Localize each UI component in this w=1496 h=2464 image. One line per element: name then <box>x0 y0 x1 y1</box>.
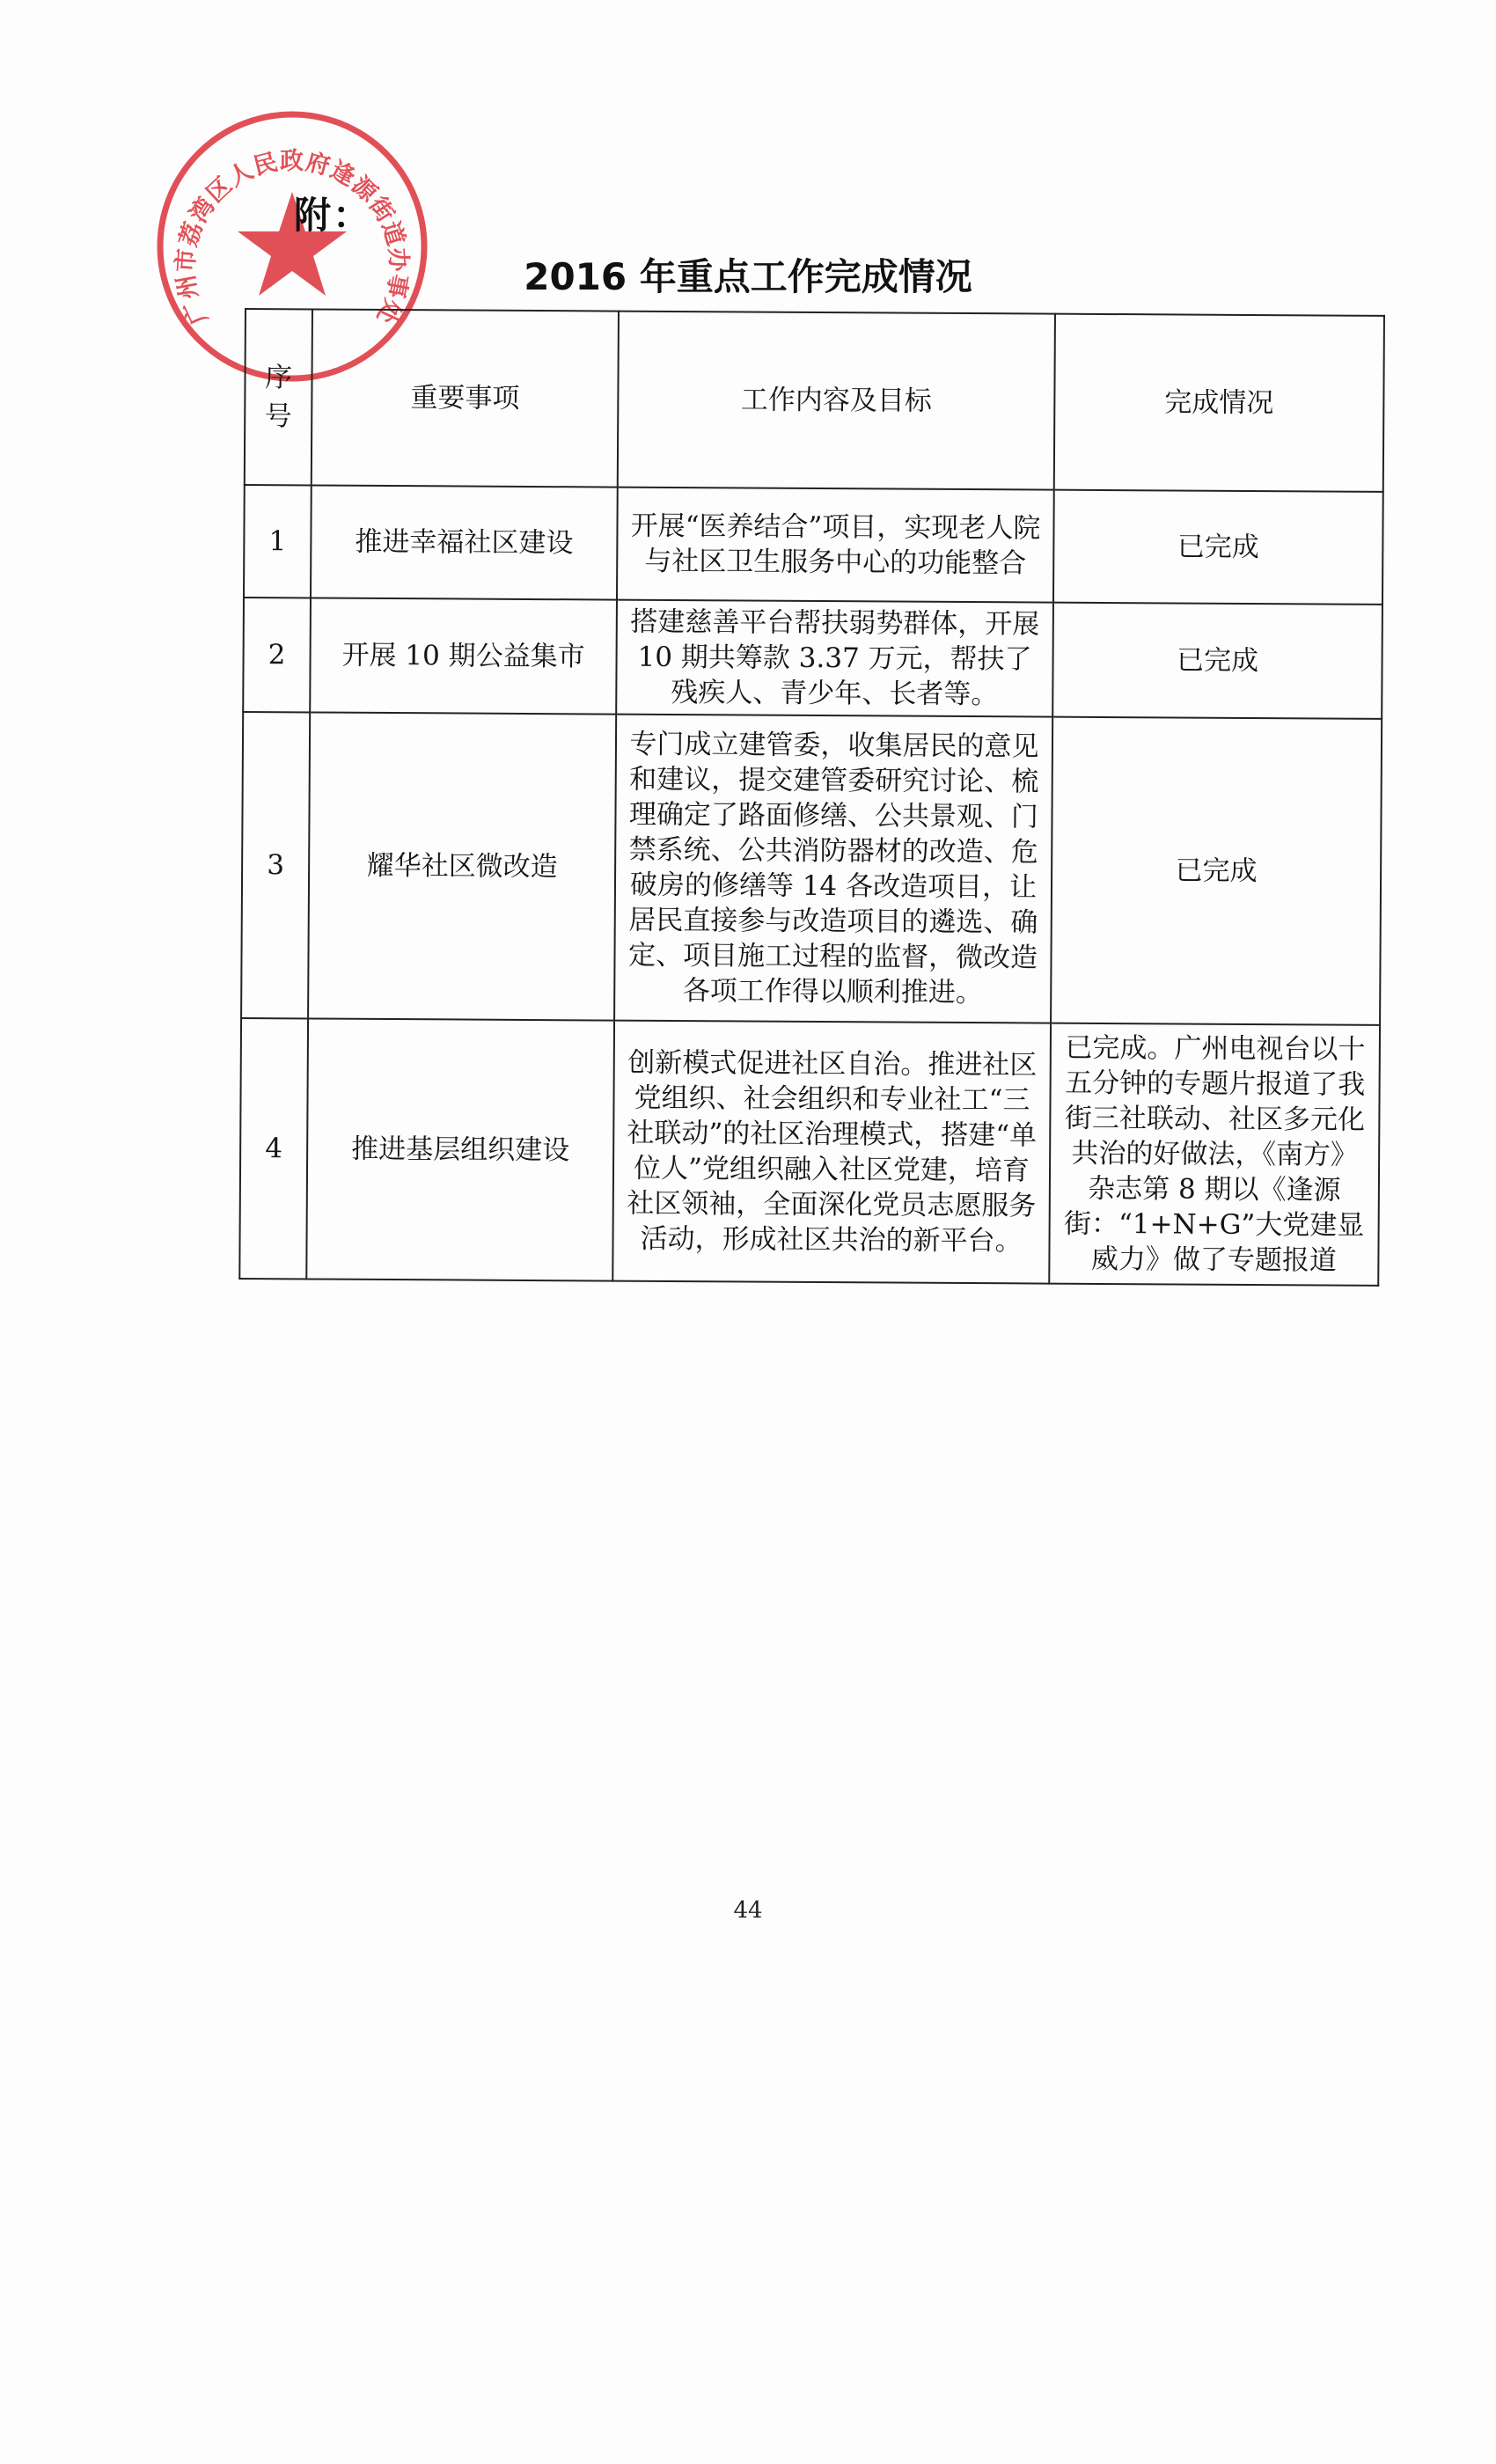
row-content: 创新模式促进社区自治。推进社区党组织、社会组织和专业社工“三社联动”的社区治理模式，搭建“单位人”党组织融入社区党建，培育社区领袖，全面深化党员志愿服务活动，形成社区共治的新平台。 <box>612 1021 1051 1284</box>
row-item: 推进幸福社区建设 <box>311 485 618 599</box>
work-table <box>238 308 1385 1287</box>
seal-text: 广州市荔湾区人民政府逢源街道办事处 <box>172 147 413 329</box>
row-seq: 2 <box>243 598 311 712</box>
attachment-label: 附： <box>294 194 372 237</box>
row-status: 已完成。广州电视台以十五分钟的专题片报道了我街三社联动、社区多元化共治的好做法，《南方》杂志第 8 期以《逢源街：“1+N+G”大党建显威力》做了专题报道 <box>1049 1023 1380 1286</box>
row-seq: 1 <box>244 485 312 598</box>
row-content: 搭建慈善平台帮扶弱势群体，开展 10 期共筹款 3.37 万元，帮扶了残疾人、青少年、长者等。 <box>616 600 1053 717</box>
page-number: 44 <box>733 1897 763 1924</box>
row-status: 已完成 <box>1053 490 1383 605</box>
header-content: 工作内容及目标 <box>618 312 1055 490</box>
table-row <box>241 712 1382 1025</box>
row-seq: 4 <box>239 1018 308 1279</box>
row-content: 专门成立建管委，收集居民的意见和建议，提交建管委研究讨论、梳理确定了路面修缮、公共景观、门禁系统、公共消防器材的改造、危破房的修缮等 14 各改造项目，让居民直接参与改造项目的遴选、确定、项目施工过程的监督，微改造各项工作得以顺利推进。 <box>614 715 1052 1023</box>
table-header-row <box>245 309 1384 492</box>
table-row <box>239 1018 1380 1286</box>
row-item: 推进基层组织建设 <box>306 1018 614 1280</box>
page-title: 2016 年重点工作完成情况 <box>524 255 972 298</box>
row-item: 耀华社区微改造 <box>308 712 616 1020</box>
row-content: 开展“医养结合”项目，实现老人院与社区卫生服务中心的功能整合 <box>617 488 1054 603</box>
header-item: 重要事项 <box>312 309 619 487</box>
header-seq: 序号 <box>245 309 312 485</box>
header-status: 完成情况 <box>1054 314 1384 492</box>
row-seq: 3 <box>241 712 310 1018</box>
row-status: 已完成 <box>1052 603 1382 719</box>
table-row <box>244 485 1383 605</box>
row-status: 已完成 <box>1051 717 1382 1025</box>
table-row <box>243 598 1382 719</box>
row-item: 开展 10 期公益集市 <box>310 598 617 714</box>
